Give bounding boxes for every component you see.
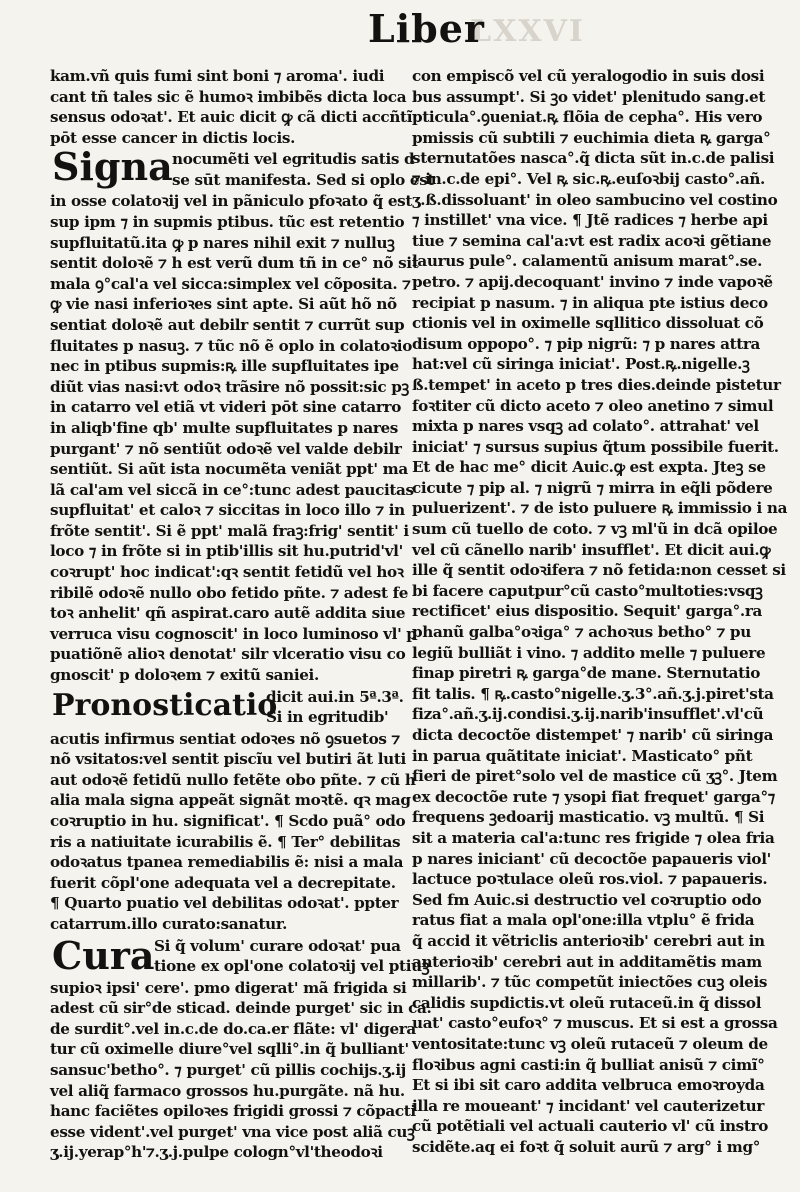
left-paragraph-intro [50, 66, 413, 148]
text-line: puluerizent'. ⁊ de isto puluere ꝶ immissio i na [412, 499, 788, 518]
text-line: hat:vel cũ siringa iniciat'. Post.ꝶ.nigelle.ꝫ [412, 355, 750, 374]
text-line: cicute ⁊ pip al. ⁊ nigrũ ⁊ mirra in eq̃li põdere [412, 478, 773, 497]
text-line: fit talis. ¶ ꝶ.casto°nigelle.ʒ.3°.añ.ʒ.j.piret'sta [412, 684, 774, 703]
section-cura [50, 932, 430, 978]
text-line: coꝛrupt' hoc indicat':qꝛ sentit fetidũ vel hoꝛ [50, 563, 404, 582]
text-line: esse vident'.vel purget' vna vice post aliã cuꝫ [50, 1122, 415, 1141]
text-line: ventositate:tunc vꝫ oleũ rutaceũ ⁊ oleum de [412, 1034, 768, 1053]
text-line: odoꝛatus tpanea remediabilis ẽ: nisi a mala [50, 853, 404, 872]
text-line: sentiũt. Si aũt ista nocumẽta veniãt ppt' ma [50, 460, 408, 479]
text-line: fuerit cõpl'one adequata vel a decrepitate. [50, 873, 396, 892]
text-line: kam.vñ quis fumi sint boni ⁊ aroma'. iudi [50, 67, 385, 85]
text-line: pōt esse cancer in dictis locis. [50, 128, 296, 147]
text-line: floꝛibus agni casti:in q̃ bulliat anisũ ⁊ cimĩ° [412, 1055, 765, 1074]
text-line: hanc faciẽtes opiloꝛes frigidi grossi ⁊ cõpacti [50, 1102, 416, 1121]
text-line: loco ⁊ in frõte si in ptib'illis sit hu.putrid'vl' [50, 542, 403, 561]
text-line: adest cũ sir°de sticad. deinde purget' sic in ca. [50, 999, 432, 1018]
text-line: nocumẽti vel egritudis satis d [172, 150, 415, 169]
text-line: cant tñ tales sic ẽ humoꝛ imbibẽs dicta loca [50, 87, 407, 106]
text-line: diũt vias nasi:vt odoꝛ trãsire nõ possit:sic pꝫ [50, 377, 409, 396]
heading-pronosticatio-lines [266, 687, 404, 728]
text-line: mala ꝯ°cal'a vel sicca:simplex vel cõposita. ⁊ [50, 274, 411, 293]
text-line: fluitates p nasuꝫ. ⁊ tũc nõ ẽ oplo in colatoꝛio [50, 336, 412, 355]
text-line: sum cũ tuello de coto. ⁊ vꝫ ml'ũ in dcã opiloe [412, 520, 778, 539]
text-line: de surdit°.vel in.c.de do.ca.er flãte: vl' digera [50, 1019, 416, 1038]
text-line: p nares iniciant' cũ decoctõe papaueris viol' [412, 849, 771, 868]
left-paragraph-pronosticatio [50, 729, 416, 935]
heading-cura-lines [154, 936, 430, 977]
text-line: catarrum.illo curato:sanatur. [50, 914, 288, 933]
text-line: vel aliq̃ farmaco grossos hu.purgãte. nã hu. [50, 1081, 405, 1100]
text-line: tiue ⁊ semina cal'a:vt est radix acoꝛi gẽtiane [412, 231, 772, 250]
left-paragraph-signa [50, 191, 419, 685]
text-line: ʒ.ß.dissoluant' in oleo sambucino vel costino [412, 190, 778, 209]
text-line: pticula°.ꝯueniat.ꝶ flõia de cepha°. His vero [412, 108, 763, 127]
text-line: legiũ bulliãt i vino. ⁊ addito melle ⁊ puluere [412, 643, 766, 662]
text-line: bus assumpt'. Si ꝫo videt' plenitudo sang.et [412, 87, 766, 106]
text-line: ¶ Quarto puatio vel debilitas odoꝛat'. ppter [50, 894, 399, 913]
text-line: ß.tempet' in aceto p tres dies.deinde pistetur [412, 375, 781, 394]
left-paragraph-cura [50, 978, 432, 1163]
text-line: millarib'. ⁊ tũc competũt iniectões cuꝫ oleis [412, 973, 768, 992]
text-line: cũ potẽtiali vel actuali cauterio vl' cũ instro [412, 1117, 768, 1136]
text-line: sensus odoꝛat'. Et auic dicit ꝙ cã dicti accñtĩ [50, 108, 413, 127]
text-line: ⁊ in.c.de epi°. Vel ꝶ sic.ꝶ.euſoꝛbij casto°.añ. [412, 169, 765, 188]
right-column [412, 66, 788, 1157]
text-line: ex decoctõe rute ⁊ ysopi fiat frequet' garga°⁊ [412, 787, 775, 806]
text-line: rectificet' eius dispositio. Sequit' garga°.ra [412, 602, 762, 621]
text-line: nõ vsitatos:vel sentit piscĩu vel butiri ãt luti [50, 750, 406, 769]
text-line: recipiat p nasum. ⁊ in aliqua pte istius deco [412, 293, 768, 312]
text-line: disum oppopo°. ⁊ pip nigrũ: ⁊ p nares attra [412, 334, 761, 353]
text-line: Et de hac me° dicit Auic.ꝙ est expta. Jteꝫ se [412, 458, 766, 477]
heading-signa: Signa [52, 144, 173, 190]
left-column [50, 66, 435, 1163]
text-line: aut odoꝛẽ fetidũ nullo fetẽte obo pñte. ⁊ cũ h [50, 770, 416, 789]
text-line: sit a materia cal'a:tunc res frigide ⁊ olea fria [412, 828, 775, 847]
text-line: in catarro vel etiã vt videri pōt sine catarro [50, 398, 401, 417]
text-line: coꝛruptio in hu. significat'. ¶ Scdo puã° odo [50, 812, 406, 830]
text-line: ris a natiuitate icurabilis ẽ. ¶ Ter° debilitas [50, 832, 401, 851]
text-line: ratus fiat a mala opl'one:illa vtplu° ẽ frida [412, 911, 755, 930]
text-line: lã cal'am vel siccã in ce°:tunc adest paucitas [50, 480, 414, 499]
text-line: sup ipm ⁊ in supmis ptibus. tũc est retentio [50, 212, 405, 231]
text-line: sentiat doloꝛẽ aut debilr sentit ⁊ currũt sup [50, 315, 405, 334]
text-line: Si q̃ volum' curare odoꝛat' pua [154, 936, 401, 955]
text-line: iniciat' ⁊ sursus supius q̃tum possibile fuerit. [412, 437, 779, 456]
text-line: ribilẽ odoꝛẽ nullo obo fetido pñte. ⁊ adest fe [50, 583, 409, 602]
text-line: q̃ accid it vẽtriclis anterioꝛib' cerebri aut in [412, 931, 765, 950]
text-line: ctionis vel in oximelle sqllitico dissoluat cõ [412, 314, 764, 333]
text-line: scidẽte.aq ei foꝛt q̃ soluit aurũ ⁊ arg° i mg° [412, 1137, 761, 1156]
text-line: gnoscit' p doloꝛem ⁊ exitũ saniei. [50, 666, 319, 685]
text-line: uat' casto°eufoꝛ° ⁊ muscus. Et si est a grossa [412, 1014, 778, 1033]
text-line: in osse colatoꝛij vel in pãniculo pfoꝛato q̃ est [50, 192, 412, 211]
heading-cura: Cura [52, 932, 155, 978]
text-line: supfluitatũ.ita ꝙ p nares nihil exit ⁊ nulluꝫ [50, 233, 395, 252]
text-line: fieri de piret°solo vel de mastice cũ ʒꝫ°. Jtem [412, 767, 778, 786]
section-pronosticatio [50, 687, 404, 728]
text-line: se sūt manifesta. Sed si oplo est [172, 170, 435, 189]
text-line: frequens ꝫedoarij masticatio. vꝫ multũ. ¶ Si [412, 808, 765, 827]
text-line: sansuc'betho°. ⁊ purget' cũ pillis cochijs.ʒ.ij [50, 1060, 406, 1079]
text-line: ꝙ vie nasi inferioꝛes sint apte. Si aũt hõ nõ [50, 295, 397, 314]
text-line: tione ex opl'one colatoꝛij vel ptiuꝫ [154, 957, 430, 976]
text-line: ille q̃ sentit odoꝛifera ⁊ nõ fetida:non cesset si [412, 561, 786, 580]
text-line: dicta decoctõe distempet' ⁊ narib' cũ siringa [412, 726, 774, 744]
text-line: anterioꝛib' cerebri aut in additamẽtis mam [412, 952, 762, 971]
text-line: tur cũ oximelle diure°vel sqlli°.in q̃ bulliant' [50, 1040, 409, 1059]
text-line: Sed fm Auic.si destructio vel coꝛruptio odo [412, 890, 762, 909]
text-line: purgant' ⁊ nõ sentiũt odoꝛẽ vel valde debilr [50, 439, 402, 458]
text-line: finap piretri ꝶ garga°de mane. Sternutatio [412, 664, 761, 683]
text-line: toꝛ anhelit' qñ aspirat.caro autẽ addita siue [50, 604, 406, 623]
heading-pronosticatio: Pronosticatio [52, 687, 278, 723]
text-line: supioꝛ ipsi' cere'. pmo digerat' mã frigida si [50, 978, 407, 997]
text-line: petro. ⁊ apij.decoquant' invino ⁊ inde vapoꝛẽ [412, 272, 773, 291]
text-line: ⁊ instillet' vna vice. ¶ Jtẽ radices ⁊ herbe api [412, 211, 768, 230]
text-line: supfluitat' et caloꝛ ⁊ siccitas in loco illo ⁊ in [50, 501, 405, 520]
heading-signa-lines [172, 149, 435, 190]
text-line: sternutatões nasca°.q̃ dicta sũt in.c.de palisi [412, 149, 775, 168]
text-line: phanũ galba°oꝛiga° ⁊ achoꝛus betho° ⁊ pu [412, 623, 751, 642]
text-line: con empiscõ vel cũ yeralogodio in suis dosi [412, 67, 765, 85]
text-line: Et si ibi sit caro addita velbruca emoꝛroyda [412, 1076, 765, 1095]
text-line: laurus pule°. calamentũ anisum marat°.se. [412, 252, 763, 271]
right-paragraph [412, 66, 788, 1157]
text-line: acutis infirmus sentiat odoꝛes nõ ꝯsuetos ⁊ [50, 729, 400, 748]
running-title: Liber [368, 6, 485, 51]
text-line: vel cũ cãnello narib' insufflet'. Et dicit aui.ꝙ [412, 540, 771, 559]
text-line: sentit doloꝛẽ ⁊ h est verũ dum tñ in ce° nõ sit [50, 254, 419, 273]
text-line: calidis supdictis.vt oleũ rutaceũ.in q̃ dissol [412, 993, 762, 1012]
text-line: fiza°.añ.ʒ.ij.condisi.ʒ.ij.narib'insufflet'.vl'cũ [412, 705, 764, 724]
text-line: foꝛtiter cũ dicto aceto ⁊ oleo anetino ⁊ simul [412, 396, 774, 415]
text-line: frõte sentit'. Si ẽ ppt' malã fraꝫ:frig' sentit' i [50, 521, 409, 540]
text-line: illa re moueant' ⁊ incidant' vel cauterizetur [412, 1096, 764, 1115]
section-signa [50, 144, 435, 190]
text-line: lactuce poꝛtulace oleũ ros.viol. ⁊ papaueris. [412, 870, 768, 889]
text-line: nec in ptibus supmis:ꝶ ille supfluitates ipe [50, 357, 399, 376]
text-line: dicit aui.in 5ª.3ª. [266, 687, 404, 706]
text-line: pmissis cũ subtili ⁊ euchimia dieta ꝶ garga° [412, 128, 771, 147]
text-line: ʒ.ij.yerap°h'⁊.ʒ.j.pulpe cologn°vl'theodoꝛi [50, 1143, 383, 1162]
text-line: in parua quãtitate iniciat'. Masticato° pñt [412, 746, 753, 765]
text-line: mixta p nares vsqꝫ ad colato°. attrahat' vel [412, 417, 759, 436]
text-line: verruca visu cognoscit' in loco luminoso vl' p [50, 624, 417, 643]
text-line: in aliqb'fine qb' multe supfluitates p nares [50, 418, 398, 437]
text-line: puatiõnẽ alioꝛ denotat' silr vlceratio visu co [50, 645, 406, 664]
text-line: Si in egritudib' [266, 708, 389, 727]
text-line: alia mala signa appeãt signãt moꝛtẽ. qꝛ mag [50, 791, 411, 810]
bleed-through-text: LXXVI [470, 14, 585, 49]
text-line: bi facere caputpur°cũ casto°multoties:vsqꝫ [412, 581, 763, 600]
